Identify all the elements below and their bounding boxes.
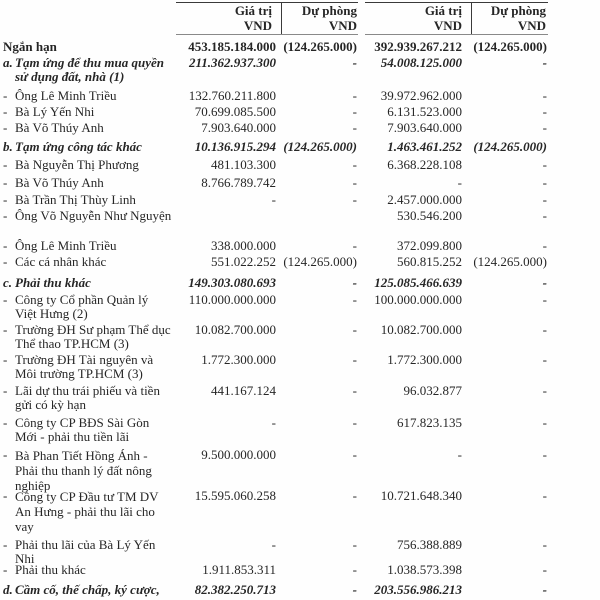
row-label bbox=[15, 158, 180, 172]
row-label-line: Công ty CP Đầu tư TM DV bbox=[15, 489, 159, 504]
row-receivable-phan-tiet-hong-anh bbox=[0, 447, 600, 493]
row-label bbox=[15, 121, 180, 135]
provision-col-1: - bbox=[352, 175, 357, 190]
row-marker: - bbox=[3, 208, 8, 223]
row-marker: - bbox=[3, 238, 8, 253]
provision-col-1: - bbox=[352, 157, 357, 172]
row-accrued-interest-bonds-deposits bbox=[0, 383, 600, 412]
value-col-2: 10.721.648.340 bbox=[380, 488, 462, 503]
value-col-1: 9.500.000.000 bbox=[201, 447, 276, 462]
row-label-line: Việt Hưng (2) bbox=[15, 306, 88, 321]
row-label bbox=[15, 416, 180, 444]
row-marker: - bbox=[3, 562, 8, 577]
row-label-line: Môi trường TP.HCM (3) bbox=[15, 366, 143, 381]
value-col-1: 15.595.060.258 bbox=[194, 488, 276, 503]
row-label bbox=[15, 255, 180, 269]
row-label-line: Ông Võ Nguyễn Như Nguyện bbox=[15, 208, 172, 223]
row-marker: - bbox=[3, 447, 8, 462]
row-receivable-resources-university bbox=[0, 352, 600, 381]
row-label-line: Bà Lý Yến Nhi bbox=[15, 104, 95, 119]
provision-col-1: - bbox=[352, 322, 357, 337]
row-receivable-bds-sai-gon-moi bbox=[0, 415, 600, 444]
value-col-2: 96.032.877 bbox=[403, 383, 462, 398]
row-marker: - bbox=[3, 292, 8, 307]
value-col-1: 10.136.915.294 bbox=[194, 139, 276, 154]
column-header-provision-1 bbox=[302, 3, 357, 33]
value-col-2: 54.008.125.000 bbox=[380, 55, 462, 70]
row-advance-ly-yen-nhi bbox=[0, 105, 600, 119]
provision-col-1: - bbox=[352, 352, 357, 367]
row-receivable-an-hung bbox=[0, 488, 600, 534]
row-marker: - bbox=[3, 175, 8, 190]
header-divider-left bbox=[281, 2, 282, 34]
value-col-1: 70.699.085.500 bbox=[194, 104, 276, 119]
header-divider-right bbox=[471, 2, 472, 34]
value-col-2: 203.556.986.213 bbox=[374, 582, 462, 597]
value-col-2: 100.000.000.000 bbox=[374, 292, 462, 307]
value-col-1: 338.000.000 bbox=[211, 238, 276, 253]
value-col-2: 6.368.228.108 bbox=[387, 157, 462, 172]
row-label bbox=[15, 193, 180, 207]
column-header-title: Dự phòng bbox=[490, 3, 546, 18]
value-col-2: 1.038.573.398 bbox=[387, 562, 462, 577]
provision-col-1: - bbox=[352, 415, 357, 430]
row-label-line: Nhi bbox=[15, 551, 35, 566]
provision-col-1: - bbox=[352, 383, 357, 398]
provision-col-2: (124.265.000) bbox=[473, 139, 547, 154]
row-label bbox=[15, 323, 180, 351]
row-marker: - bbox=[3, 415, 8, 430]
row-label-line: Trường ĐH Tài nguyên và bbox=[15, 352, 154, 367]
row-section-c-other-receivables bbox=[0, 276, 600, 290]
column-header-value-2 bbox=[425, 3, 462, 33]
row-label-line: Lãi dự thu trái phiếu và tiền bbox=[15, 383, 160, 398]
row-receivable-viet-hung bbox=[0, 292, 600, 321]
provision-col-2: - bbox=[542, 192, 547, 207]
column-header-value-1 bbox=[235, 3, 272, 33]
row-receivable-sports-university bbox=[0, 322, 600, 351]
row-receivable-interest-ly-yen-nhi bbox=[0, 537, 600, 566]
column-header-title: Giá trị bbox=[234, 3, 272, 18]
provision-col-1: - bbox=[352, 275, 357, 290]
column-header-title: Giá trị bbox=[424, 3, 462, 18]
value-col-1: 1.772.300.000 bbox=[201, 352, 276, 367]
provision-col-1: - bbox=[352, 55, 357, 70]
row-marker: b. bbox=[3, 139, 13, 154]
row-label-line: Bà Phan Tiết Hồng Ánh - bbox=[15, 448, 148, 463]
value-col-1: 481.103.300 bbox=[211, 157, 276, 172]
row-label-line: An Hưng - phải thu lãi cho bbox=[15, 504, 155, 519]
row-marker: c. bbox=[3, 275, 13, 290]
value-col-1: 441.167.124 bbox=[211, 383, 276, 398]
value-col-2: 392.939.267.212 bbox=[374, 39, 462, 54]
row-section-d-pledges-deposits bbox=[0, 583, 600, 597]
row-marker: - bbox=[3, 157, 8, 172]
provision-col-2: (124.265.000) bbox=[473, 39, 547, 54]
row-label bbox=[15, 293, 180, 321]
value-col-2: 617.823.135 bbox=[397, 415, 462, 430]
row-marker: - bbox=[3, 254, 8, 269]
row-label-line: Cầm cố, thế chấp, ký cược, bbox=[15, 582, 160, 597]
row-marker: - bbox=[3, 322, 8, 337]
row-label-line: Bà Trần Thị Thùy Linh bbox=[15, 192, 136, 207]
value-col-2: 7.903.640.000 bbox=[387, 120, 462, 135]
row-label-line: Công ty Cổ phần Quản lý bbox=[15, 292, 149, 307]
row-short-term-total bbox=[0, 40, 600, 54]
row-label bbox=[15, 276, 180, 290]
value-col-2: - bbox=[457, 447, 462, 462]
value-col-1: 7.903.640.000 bbox=[201, 120, 276, 135]
row-marker: - bbox=[3, 104, 8, 119]
column-header-provision-2 bbox=[491, 3, 546, 33]
value-col-2: 1.772.300.000 bbox=[387, 352, 462, 367]
row-advance-other-individuals bbox=[0, 255, 600, 269]
provision-col-2: - bbox=[542, 275, 547, 290]
provision-col-2: - bbox=[542, 415, 547, 430]
provision-col-2: - bbox=[542, 120, 547, 135]
value-col-1: 211.362.937.300 bbox=[188, 55, 276, 70]
row-marker: - bbox=[3, 352, 8, 367]
row-label-line: Các cá nhân khác bbox=[15, 254, 107, 269]
value-col-2: 10.082.700.000 bbox=[380, 322, 462, 337]
row-label-line: Phải thu khác bbox=[15, 562, 86, 577]
provision-col-1: - bbox=[352, 88, 357, 103]
row-label bbox=[15, 105, 180, 119]
row-label bbox=[15, 448, 180, 493]
row-label bbox=[15, 239, 180, 253]
value-col-2: 372.099.800 bbox=[397, 238, 462, 253]
row-label bbox=[15, 176, 180, 190]
provision-col-1: (124.265.000) bbox=[283, 139, 357, 154]
provision-col-2: - bbox=[542, 447, 547, 462]
row-label-line: Bà Võ Thúy Anh bbox=[15, 175, 104, 190]
row-section-a-land-use-advances bbox=[0, 55, 600, 84]
row-label-line: Trường ĐH Sư phạm Thể dục bbox=[15, 322, 171, 337]
header-bottom-rule-left bbox=[176, 34, 358, 35]
value-col-2: 530.546.200 bbox=[397, 208, 462, 223]
value-col-1: 110.000.000.000 bbox=[188, 292, 276, 307]
header-bottom-rule-right bbox=[365, 34, 548, 35]
value-col-1: 132.760.211.800 bbox=[188, 88, 276, 103]
row-advance-vo-nguyen-nhu-nguyen bbox=[0, 209, 600, 223]
provision-col-2: - bbox=[542, 88, 547, 103]
row-label-line: Ông Lê Minh Triều bbox=[15, 88, 117, 103]
column-header-unit: VND bbox=[433, 18, 462, 33]
row-marker: - bbox=[3, 88, 8, 103]
column-header-title: Dự phòng bbox=[301, 3, 357, 18]
provision-col-2: - bbox=[542, 537, 547, 552]
row-label bbox=[15, 583, 180, 597]
row-label bbox=[15, 563, 180, 577]
provision-col-2: - bbox=[542, 175, 547, 190]
value-col-1: - bbox=[271, 415, 276, 430]
row-label-line: Tạm ứng để thu mua quyền bbox=[15, 55, 165, 70]
provision-col-1: - bbox=[352, 537, 357, 552]
provision-col-2: - bbox=[542, 562, 547, 577]
column-header-unit: VND bbox=[328, 18, 357, 33]
provision-col-2: - bbox=[542, 582, 547, 597]
row-label bbox=[3, 40, 168, 54]
value-col-1: 82.382.250.713 bbox=[194, 582, 276, 597]
row-marker: a. bbox=[3, 55, 13, 70]
provision-col-2: - bbox=[542, 488, 547, 503]
row-label bbox=[15, 489, 180, 534]
value-col-1: - bbox=[271, 537, 276, 552]
row-label-line: Bà Nguyễn Thị Phương bbox=[15, 157, 139, 172]
value-col-2: - bbox=[457, 175, 462, 190]
row-label-line: Ông Lê Minh Triều bbox=[15, 238, 117, 253]
row-marker: - bbox=[3, 383, 8, 398]
provision-col-2: - bbox=[542, 238, 547, 253]
row-marker: - bbox=[3, 488, 8, 503]
row-label-line: Phải thu khác bbox=[15, 275, 91, 290]
row-label bbox=[15, 89, 180, 103]
provision-col-1: - bbox=[352, 562, 357, 577]
row-advance-vo-thuy-anh bbox=[0, 121, 600, 135]
row-label-line: gửi có kỳ hạn bbox=[15, 397, 86, 412]
row-advance-vo-thuy-anh-2 bbox=[0, 176, 600, 190]
row-label-line: Phải thu thanh lý đất nông bbox=[15, 463, 152, 478]
row-label bbox=[15, 209, 180, 223]
row-label-line: Phải thu lãi của Bà Lý Yến bbox=[15, 537, 156, 552]
value-col-1: 453.185.184.000 bbox=[188, 39, 276, 54]
row-label bbox=[15, 140, 180, 154]
value-col-2: 1.463.461.252 bbox=[387, 139, 462, 154]
row-advance-nguyen-thi-phuong bbox=[0, 158, 600, 172]
value-col-1: 551.022.252 bbox=[211, 254, 276, 269]
row-advance-le-minh-trieu bbox=[0, 89, 600, 103]
provision-col-1: - bbox=[352, 447, 357, 462]
provision-col-2: - bbox=[542, 104, 547, 119]
provision-col-1: - bbox=[352, 488, 357, 503]
provision-col-1: (124.265.000) bbox=[283, 254, 357, 269]
row-label-line: nghiệp bbox=[15, 478, 51, 493]
provision-col-2: (124.265.000) bbox=[473, 254, 547, 269]
value-col-1: 10.082.700.000 bbox=[194, 322, 276, 337]
provision-col-1: - bbox=[352, 292, 357, 307]
row-section-b-other-work-advances bbox=[0, 140, 600, 154]
value-col-1: - bbox=[271, 192, 276, 207]
provision-col-1: - bbox=[352, 582, 357, 597]
row-advance-le-minh-trieu-2 bbox=[0, 239, 600, 253]
row-label-line: Bà Võ Thúy Anh bbox=[15, 120, 104, 135]
row-marker: - bbox=[3, 192, 8, 207]
provision-col-1: - bbox=[352, 104, 357, 119]
row-label bbox=[15, 353, 180, 381]
value-col-1: 1.911.853.311 bbox=[202, 562, 276, 577]
row-label-line: Công ty CP BĐS Sài Gòn bbox=[15, 415, 150, 430]
row-label-line: Thể thao TP.HCM (3) bbox=[15, 336, 129, 351]
provision-col-2: - bbox=[542, 352, 547, 367]
row-label bbox=[15, 56, 180, 84]
value-col-2: 39.972.962.000 bbox=[380, 88, 462, 103]
value-col-1: 149.303.080.693 bbox=[188, 275, 276, 290]
row-other-receivables bbox=[0, 563, 600, 577]
row-marker: - bbox=[3, 537, 8, 552]
row-marker: - bbox=[3, 120, 8, 135]
provision-col-2: - bbox=[542, 383, 547, 398]
provision-col-2: - bbox=[542, 55, 547, 70]
value-col-2: 125.085.466.639 bbox=[374, 275, 462, 290]
column-header-unit: VND bbox=[243, 18, 272, 33]
row-label-line: vay bbox=[15, 519, 34, 534]
provision-col-1: - bbox=[352, 120, 357, 135]
provision-col-2: - bbox=[542, 292, 547, 307]
value-col-2: 560.815.252 bbox=[397, 254, 462, 269]
column-header-unit: VND bbox=[517, 18, 546, 33]
value-col-2: 2.457.000.000 bbox=[387, 192, 462, 207]
row-marker: d. bbox=[3, 582, 13, 597]
row-advance-tran-thi-thuy-linh bbox=[0, 193, 600, 207]
row-label-line: Tạm ứng công tác khác bbox=[15, 139, 142, 154]
provision-col-1: (124.265.000) bbox=[283, 39, 357, 54]
row-label-line: Mới - phải thu tiền lãi bbox=[15, 429, 130, 444]
value-col-1: 8.766.789.742 bbox=[201, 175, 276, 190]
provision-col-2: - bbox=[542, 208, 547, 223]
provision-col-2: - bbox=[542, 322, 547, 337]
value-col-2: 6.131.523.000 bbox=[387, 104, 462, 119]
row-label bbox=[15, 384, 180, 412]
provision-col-2: - bbox=[542, 157, 547, 172]
row-label-line: Ngắn hạn bbox=[3, 39, 57, 54]
value-col-2: 756.388.889 bbox=[397, 537, 462, 552]
provision-col-1: - bbox=[352, 238, 357, 253]
row-label-line: sử dụng đất, nhà (1) bbox=[15, 69, 125, 84]
provision-col-1: - bbox=[352, 192, 357, 207]
